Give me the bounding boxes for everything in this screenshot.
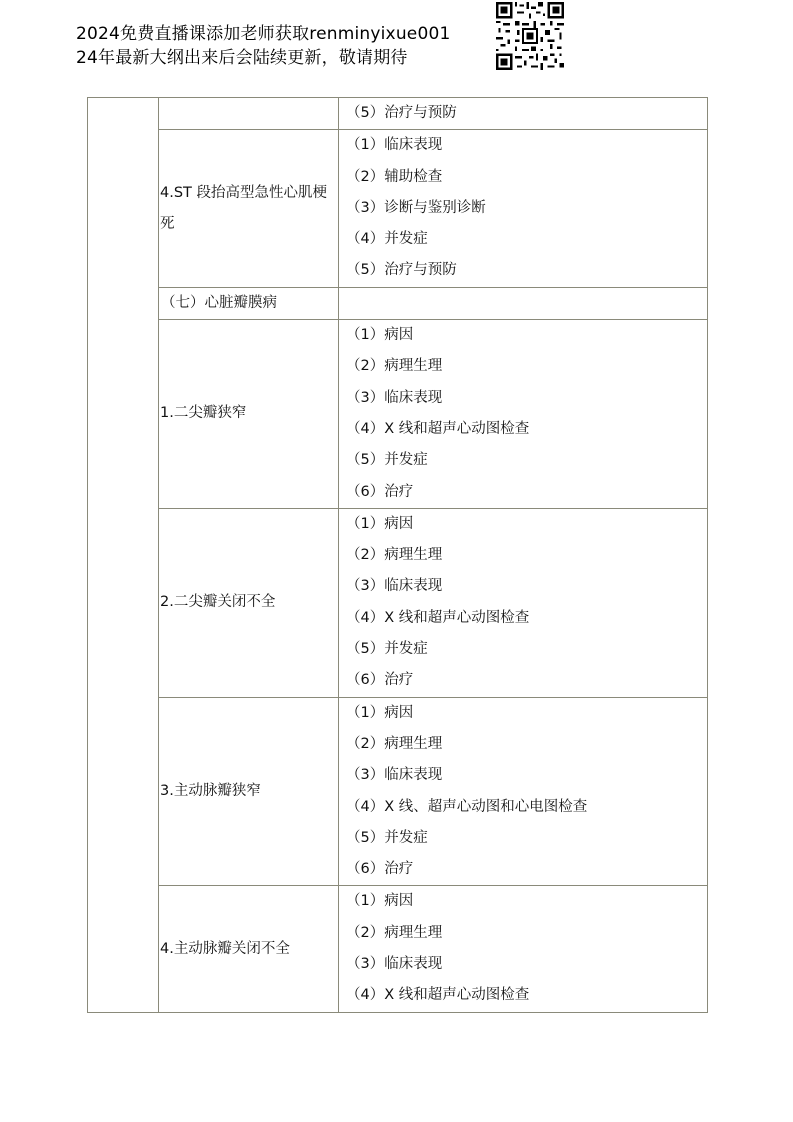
- list-item: （1）病因: [346, 515, 414, 532]
- list-item: （4）并发症: [346, 231, 428, 248]
- list-item: （5）治疗与预防: [346, 262, 457, 279]
- topic-cell: 4.ST 段抬高型急性心肌梗死: [159, 130, 339, 287]
- list-item: （2）辅助检查: [346, 168, 443, 185]
- table-row: [88, 320, 708, 509]
- list-item: [339, 288, 707, 319]
- list-item: （2）病理生理: [346, 358, 443, 375]
- topic-cell: 1.二尖瓣狭窄: [159, 320, 339, 509]
- list-item: （3）诊断与鉴别诊断: [346, 199, 486, 216]
- syllabus-table: [87, 97, 708, 1013]
- table-row: [88, 886, 708, 1012]
- items-cell: [339, 98, 708, 130]
- list-item: （5）并发症: [346, 452, 428, 469]
- list-item: （3）临床表现: [346, 578, 443, 595]
- topic-cell: 2.二尖瓣关闭不全: [159, 508, 339, 697]
- items-cell: [339, 886, 708, 1012]
- topic-cell: 4.主动脉瓣关闭不全: [159, 886, 339, 1012]
- list-item: （1）临床表现: [346, 137, 443, 154]
- list-item: （5）治疗与预防: [346, 105, 457, 121]
- items-cell: [339, 697, 708, 886]
- list-item: （1）病因: [346, 327, 414, 344]
- items-cell: [339, 320, 708, 509]
- items-cell: [339, 508, 708, 697]
- list-item: （6）治疗: [346, 672, 414, 689]
- items-cell: [339, 130, 708, 287]
- list-item: （4）X 线和超声心动图检查: [346, 987, 530, 1004]
- list-item: （1）病因: [346, 893, 414, 910]
- list-item: （3）临床表现: [346, 767, 443, 784]
- banner-line-2: 24年最新大纲出来后会陆续更新，敬请期待: [76, 48, 408, 68]
- table-row: [88, 287, 708, 319]
- list-item: （2）病理生理: [346, 547, 443, 564]
- table-row: [88, 508, 708, 697]
- list-item: （6）治疗: [346, 483, 414, 500]
- table-row: [88, 130, 708, 287]
- topic-cell: [159, 98, 339, 130]
- header-banner: [76, 22, 451, 70]
- chapter-cell: [88, 98, 159, 1013]
- table-row: [88, 98, 708, 130]
- banner-line-1: 2024免费直播课添加老师获取renminyixue001: [76, 24, 451, 44]
- list-item: （1）病因: [346, 704, 414, 721]
- topic-cell: （七）心脏瓣膜病: [159, 287, 339, 319]
- table-row: [88, 697, 708, 886]
- list-item: （2）病理生理: [346, 924, 443, 941]
- list-item: （5）并发症: [346, 641, 428, 658]
- list-item: （6）治疗: [346, 861, 414, 878]
- list-item: （4）X 线和超声心动图检查: [346, 420, 530, 437]
- items-cell: [339, 287, 708, 319]
- list-item: （4）X 线和超声心动图检查: [346, 609, 530, 626]
- list-item: （4）X 线、超声心动图和心电图检查: [346, 798, 588, 815]
- topic-cell: 3.主动脉瓣狭窄: [159, 697, 339, 886]
- list-item: （5）并发症: [346, 829, 428, 846]
- list-item: （3）临床表现: [346, 956, 443, 973]
- list-item: （3）临床表现: [346, 389, 443, 406]
- qr-code-icon: [496, 2, 564, 70]
- list-item: （2）病理生理: [346, 735, 443, 752]
